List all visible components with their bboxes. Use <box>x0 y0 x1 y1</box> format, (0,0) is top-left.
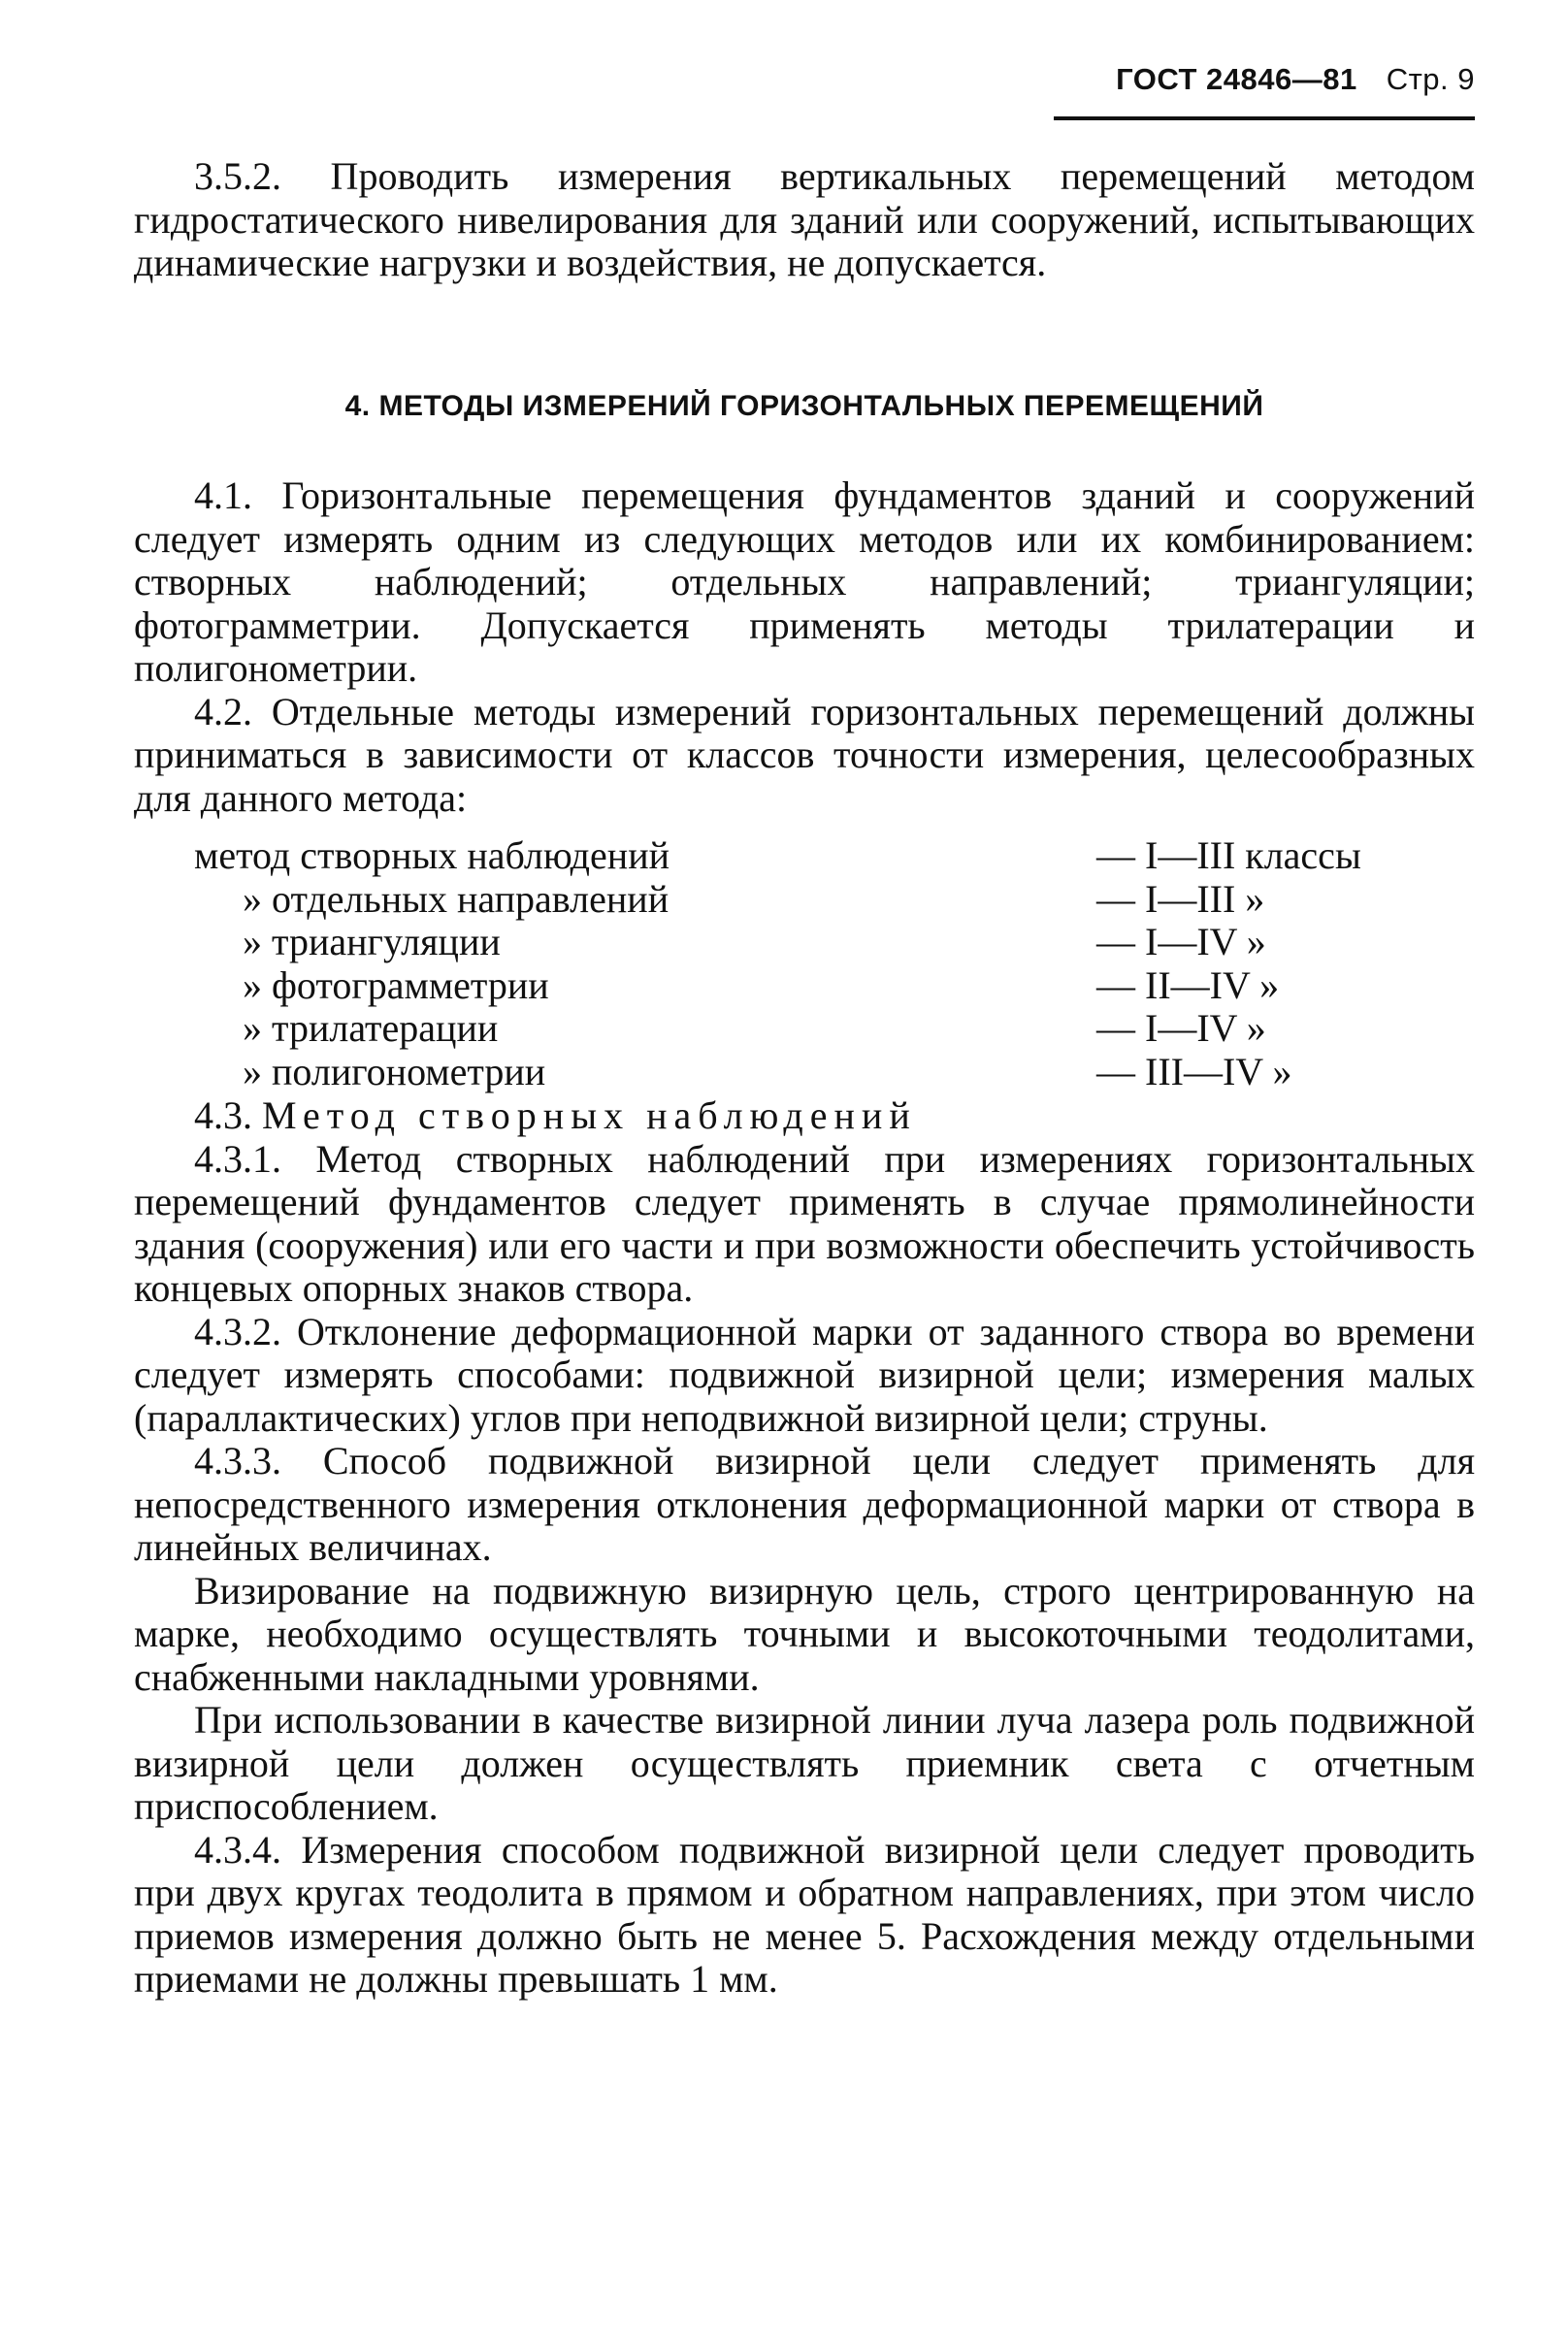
standard-number: ГОСТ 24846—81 <box>1116 62 1357 96</box>
paragraph-4-3-2: 4.3.2. Отклонение деформационной марки от заданного створа во времени следует измерять способами: подвижной визирной цели; измерения малых (параллактических) углов при неподвижной визирной цели; струны. <box>134 1309 1475 1440</box>
paragraph-4-3-3-c: При использовании в качестве визирной линии луча лазера роль подвижной визирной цели должен осуществлять приемник света с отчетным приспособлением. <box>134 1698 1475 1828</box>
paragraph-4-2: 4.2. Отдельные методы измерений горизонтальных перемещений должны приниматься в зависимости от классов точности измерения, целесообразных для данного метода: <box>134 689 1475 820</box>
paragraph-4-3-3: 4.3.3. Способ подвижной визирной цели следует применять для непосредственного измерения отклонения деформационной марки от створа в линейных величинах. <box>134 1439 1475 1569</box>
method-name: » трилатерации <box>243 1006 499 1050</box>
method-name: » триангуляции <box>243 920 501 963</box>
method-name: » полигонометрии <box>243 1049 546 1093</box>
subsection-4-3-heading <box>134 1094 1475 1138</box>
method-row <box>194 921 1455 964</box>
paragraph-4-3-1: 4.3.1. Метод створных наблюдений при измерениях горизонтальных перемещений фундаментов следует применять в случае прямолинейности здания (сооружения) или его части и при возможности обеспечить устойчивость концевых опорных знаков створа. <box>134 1136 1475 1310</box>
method-classes: — I—IV » <box>1096 1006 1266 1050</box>
method-row <box>194 964 1455 1008</box>
intro-block <box>134 155 1475 285</box>
method-name: » отдельных направлений <box>243 876 670 921</box>
paragraphs-4-3 <box>134 1094 1475 2002</box>
method-classes: — I—III » <box>1096 876 1265 921</box>
paragraph-4-3-4: 4.3.4. Измерения способом подвижной визирной цели следует проводить при двух кругах теодолита в прямом и обратном направлениях, при этом число приемов измерения должно быть не менее 5. Расхождения между отдельными приемами не должны превышать 1 мм. <box>134 1827 1475 2001</box>
method-row <box>194 878 1455 922</box>
method-row <box>194 1051 1455 1094</box>
method-classes: — III—IV » <box>1096 1049 1292 1093</box>
method-classes: — II—IV » <box>1096 962 1280 1007</box>
subsection-number: 4.3. <box>194 1093 252 1137</box>
method-name: метод створных наблюдений <box>194 833 670 877</box>
subsection-title: Метод створных наблюдений <box>262 1093 917 1137</box>
method-classes: — I—III классы <box>1096 833 1361 877</box>
paragraphs-4-1-4-2 <box>134 474 1475 820</box>
running-header <box>1009 62 1475 120</box>
methods-list <box>194 834 1455 1093</box>
method-row <box>194 834 1455 878</box>
method-name: » фотограмметрии <box>243 962 549 1007</box>
paragraph-4-3-3-b: Визирование на подвижную визирную цель, строго центрированную на марке, необходимо осуществлять точными и высокоточными теодолитами, снабженными накладными уровнями. <box>134 1568 1475 1699</box>
method-row <box>194 1007 1455 1051</box>
paragraph-4-1: 4.1. Горизонтальные перемещения фундаментов зданий и сооружений следует измерять одним из следующих методов или их комбинированием: створных наблюдений; отдельных направлений; триангуляции; фотограмметрии. Допускается применять методы трилатерации и полигонометрии. <box>134 473 1475 690</box>
paragraph-3-5-2: 3.5.2. Проводить измерения вертикальных перемещений методом гидростатического нивелирования для зданий или сооружений, испытывающих динамические нагрузки и воздействия, не допускается. <box>134 154 1475 284</box>
method-classes: — I—IV » <box>1096 920 1266 963</box>
section-title: 4. МЕТОДЫ ИЗМЕРЕНИЙ ГОРИЗОНТАЛЬНЫХ ПЕРЕМЕЩЕНИЙ <box>344 390 1264 422</box>
page-number: Стр. 9 <box>1386 62 1475 96</box>
header-rule <box>1054 116 1475 120</box>
